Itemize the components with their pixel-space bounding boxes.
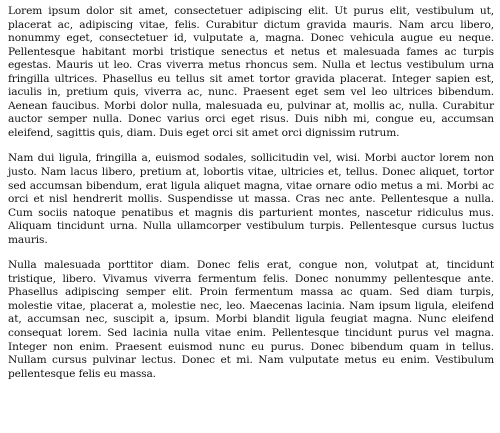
paragraph-3: Nulla malesuada porttitor diam. Donec felis erat, congue non, volutpat at, tincidunt tristique, libero. Vivamus viverra fermentum felis. Donec nonummy pellentesque ante. Phasellus adipiscing semper elit. Proin fermentum massa ac quam. Sed diam turpis, molestie vitae, placerat a, molestie nec, leo. Maecenas lacinia. Nam ipsum ligula, eleifend at, accumsan nec, suscipit a, ipsum. Morbi blandit ligula feugiat magna. Nunc eleifend consequat lorem. Sed lacinia nulla vitae enim. Pellentesque tincidunt purus vel magna. Integer non enim. Praesent euismod nunc eu purus. Donec bibendum quam in tellus. Nullam cursus pulvinar lectus. Donec et mi. Nam vulputate metus eu enim. Vestibulum pellentesque felis eu massa. bbox=[8, 259, 494, 380]
paragraph-1: Lorem ipsum dolor sit amet, consectetuer adipiscing elit. Ut purus elit, vestibulum ut, placerat ac, adipiscing vitae, felis. Curabitur dictum gravida mauris. Nam arcu libero, nonummy eget, consectetuer id, vulputate a, magna. Donec vehicula augue eu neque. Pellentesque habitant morbi tristique senectus et netus et malesuada fames ac turpis egestas. Mauris ut leo. Cras viverra metus rhoncus sem. Nulla et lectus vestibulum urna fringilla ultrices. Phasellus eu tellus sit amet tortor gravida placerat. Integer sapien est, iaculis in, pretium quis, viverra ac, nunc. Praesent eget sem vel leo ultrices bibendum. Aenean faucibus. Morbi dolor nulla, malesuada eu, pulvinar at, mollis ac, nulla. Curabitur auctor semper nulla. Donec varius orci eget risus. Duis nibh mi, congue eu, accumsan eleifend, sagittis quis, diam. Duis eget orci sit amet orci dignissim rutrum. bbox=[8, 5, 494, 139]
paragraph-2: Nam dui ligula, fringilla a, euismod sodales, sollicitudin vel, wisi. Morbi auctor lorem non justo. Nam lacus libero, pretium at, lobortis vitae, ultricies et, tellus. Donec aliquet, tortor sed accumsan bibendum, erat ligula aliquet magna, vitae ornare odio metus a mi. Morbi ac orci et nisl hendrerit mollis. Suspendisse ut massa. Cras nec ante. Pellentesque a nulla. Cum sociis natoque penatibus et magnis dis parturient montes, nascetur ridiculus mus. Aliquam tincidunt urna. Nulla ullamcorper vestibulum turpis. Pellentesque cursus luctus mauris. bbox=[8, 152, 494, 246]
